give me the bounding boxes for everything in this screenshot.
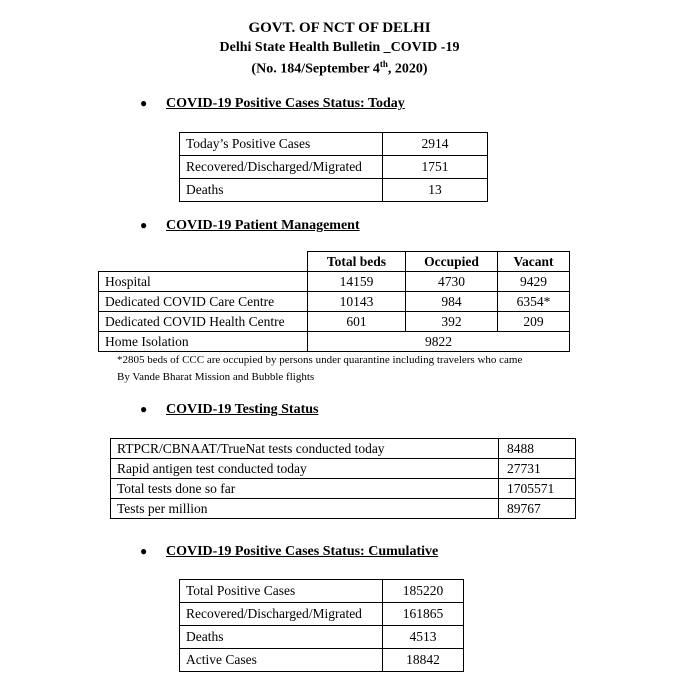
section-title: COVID-19 Positive Cases Status: Cumulative: [166, 544, 439, 559]
occupied-value: 392: [405, 312, 497, 332]
table-row: [180, 580, 464, 603]
table-row: [180, 649, 464, 672]
footnote-line: *2805 beds of CCC are occupied by persons under quarantine including travelers who came: [117, 354, 523, 366]
footnote: [117, 352, 587, 386]
row-label: Total Positive Cases: [180, 580, 383, 603]
row-label: Deaths: [180, 626, 383, 649]
table-row: [180, 133, 488, 156]
bullet-icon: ●: [140, 218, 148, 232]
row-value: 1751: [383, 156, 488, 179]
row-label: Active Cases: [180, 649, 383, 672]
bullet-icon: ●: [140, 96, 148, 110]
bulletin-authority: GOVT. OF NCT OF DELHI: [248, 20, 431, 36]
row-label: RTPCR/CBNAAT/TrueNat tests conducted today: [111, 439, 499, 459]
row-label: Home Isolation: [99, 332, 308, 352]
table-row: [99, 312, 570, 332]
section-heading-today: [140, 96, 405, 112]
bulletin-title: Delhi State Health Bulletin _COVID -19: [219, 40, 460, 55]
footnote-line: By Vande Bharat Mission and Bubble flights: [117, 371, 315, 383]
home-isolation-value: 9822: [308, 332, 570, 352]
vacant-value: 6354*: [498, 292, 570, 312]
table-row: [111, 459, 576, 479]
occupied-value: 4730: [405, 272, 497, 292]
row-value: 2914: [383, 133, 488, 156]
occupied-value: 984: [405, 292, 497, 312]
row-label: Dedicated COVID Care Centre: [99, 292, 308, 312]
row-value: 27731: [499, 459, 576, 479]
total-beds-value: 10143: [308, 292, 406, 312]
table-row: [111, 439, 576, 459]
row-value: 4513: [383, 626, 464, 649]
bulletin-number: [3, 59, 673, 78]
bullet-icon: ●: [140, 544, 148, 558]
row-label: Recovered/Discharged/Migrated: [180, 156, 383, 179]
row-value: 1705571: [499, 479, 576, 499]
header-total-beds: Total beds: [308, 252, 406, 272]
row-value: 8488: [499, 439, 576, 459]
table-row: [180, 626, 464, 649]
bulletin-number-text: (No. 184/September 4: [251, 61, 380, 77]
section-heading-testing: [140, 402, 318, 418]
testing-status-table: [110, 438, 576, 519]
row-label: Dedicated COVID Health Centre: [99, 312, 308, 332]
table-row: [180, 179, 488, 202]
total-beds-value: 601: [308, 312, 406, 332]
bulletin-year: , 2020): [387, 61, 428, 77]
row-value: 161865: [383, 603, 464, 626]
row-label: Rapid antigen test conducted today: [111, 459, 499, 479]
row-value: 13: [383, 179, 488, 202]
row-label: Recovered/Discharged/Migrated: [180, 603, 383, 626]
vacant-value: 209: [498, 312, 570, 332]
bullet-icon: ●: [140, 402, 148, 416]
table-row: [180, 156, 488, 179]
header-vacant: Vacant: [498, 252, 570, 272]
section-title: COVID-19 Positive Cases Status: Today: [166, 96, 405, 111]
patient-management-table: [98, 251, 570, 352]
row-value: 18842: [383, 649, 464, 672]
row-label: Hospital: [99, 272, 308, 292]
row-label: Today’s Positive Cases: [180, 133, 383, 156]
today-status-table: [179, 132, 488, 202]
row-value: 185220: [383, 580, 464, 603]
table-row: [111, 479, 576, 499]
header-empty: [99, 252, 308, 272]
total-beds-value: 14159: [308, 272, 406, 292]
table-header-row: [99, 252, 570, 272]
section-heading-management: [140, 218, 360, 234]
table-row: [180, 603, 464, 626]
section-title: COVID-19 Patient Management: [166, 218, 360, 233]
row-value: 89767: [499, 499, 576, 519]
row-label: Total tests done so far: [111, 479, 499, 499]
bulletin-date-suffix: th: [379, 59, 388, 69]
row-label: Tests per million: [111, 499, 499, 519]
header-occupied: Occupied: [405, 252, 497, 272]
table-row: [111, 499, 576, 519]
row-label: Deaths: [180, 179, 383, 202]
table-row: [99, 272, 570, 292]
section-title: COVID-19 Testing Status: [166, 402, 319, 417]
cumulative-status-table: [179, 579, 464, 672]
vacant-value: 9429: [498, 272, 570, 292]
section-heading-cumulative: [140, 544, 438, 560]
table-row: [99, 292, 570, 312]
table-row: [99, 332, 570, 352]
